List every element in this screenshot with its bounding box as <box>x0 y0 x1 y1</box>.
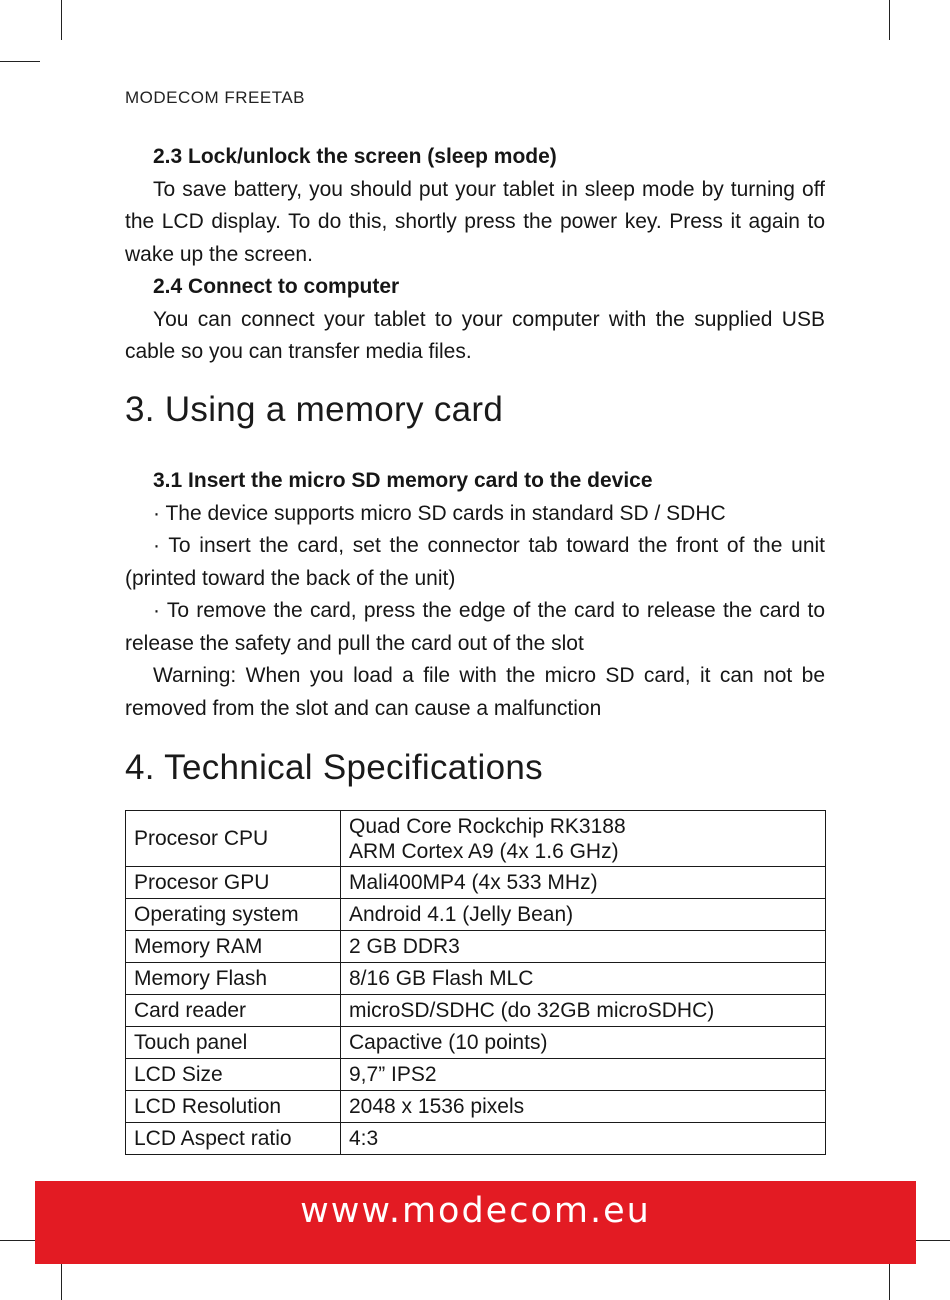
section-2-4-heading: 2.4 Connect to computer <box>153 275 400 298</box>
footer-banner <box>35 1181 916 1264</box>
table-row <box>126 899 826 931</box>
page-header: MODECOM FREETAB <box>125 88 306 107</box>
table-row <box>126 867 826 899</box>
section-3-title: 3. Using a memory card <box>125 390 504 429</box>
footer-url: www.modecom.eu <box>300 1191 651 1231</box>
crop-mark-bottom-right-h <box>910 1240 950 1241</box>
table-row <box>126 963 826 995</box>
spec-value-line: Quad Core Rockchip RK3188 <box>349 814 626 838</box>
crop-mark-top-right-v <box>889 0 890 40</box>
spec-value: 4:3 <box>341 1123 826 1155</box>
section-3-1-heading: 3.1 Insert the micro SD memory card to the device <box>153 469 653 492</box>
section-2-3-body: To save battery, you should put your tablet in sleep mode by turning off the LCD display. To do this, shortly press the power key. Press it again to wake up the screen. <box>125 177 825 266</box>
section-2-3 <box>125 141 825 369</box>
spec-value: 8/16 GB Flash MLC <box>341 963 826 995</box>
spec-value: Capactive (10 points) <box>341 1027 826 1059</box>
spec-value: Mali400MP4 (4x 533 MHz) <box>341 867 826 899</box>
spec-value-line: ARM Cortex A9 (4x 1.6 GHz) <box>349 839 619 863</box>
crop-mark-bottom-left-v <box>61 1258 62 1300</box>
spec-key: LCD Size <box>126 1059 341 1091</box>
section-4-title: 4. Technical Specifications <box>125 748 543 787</box>
section-2-4-body: You can connect your tablet to your computer with the supplied USB cable so you can transfer media files. <box>125 307 825 363</box>
table-row <box>126 811 826 867</box>
spec-key: Operating system <box>126 899 341 931</box>
spec-key: Card reader <box>126 995 341 1027</box>
crop-mark-top-left-h <box>0 61 40 62</box>
table-row <box>126 1123 826 1155</box>
spec-key: Procesor CPU <box>126 811 341 867</box>
table-row <box>126 1027 826 1059</box>
bullet-item: · To insert the card, set the connector tab toward the front of the unit (printed toward the back of the unit) <box>125 534 825 590</box>
spec-value: 2 GB DDR3 <box>341 931 826 963</box>
spec-key: LCD Resolution <box>126 1091 341 1123</box>
table-row <box>126 1091 826 1123</box>
spec-table <box>125 810 826 1155</box>
spec-value: 2048 x 1536 pixels <box>341 1091 826 1123</box>
spec-value: 9,7” IPS2 <box>341 1059 826 1091</box>
bullet-item: · The device supports micro SD cards in standard SD / SDHC <box>153 501 726 525</box>
spec-value: Android 4.1 (Jelly Bean) <box>341 899 826 931</box>
crop-mark-bottom-left-h <box>0 1240 40 1241</box>
table-row <box>126 931 826 963</box>
warning-text: Warning: When you load a file with the micro SD card, it can not be removed from the slot and can cause a malfunction <box>125 664 825 720</box>
crop-mark-top-left-v <box>61 0 62 40</box>
spec-key: Procesor GPU <box>126 867 341 899</box>
table-row <box>126 995 826 1027</box>
bullet-item: · To remove the card, press the edge of the card to release the card to release the safety and pull the card out of the slot <box>125 599 825 655</box>
spec-key: Touch panel <box>126 1027 341 1059</box>
spec-key: Memory Flash <box>126 963 341 995</box>
section-3 <box>125 465 825 725</box>
spec-key: Memory RAM <box>126 931 341 963</box>
spec-key: LCD Aspect ratio <box>126 1123 341 1155</box>
spec-value <box>341 811 826 867</box>
section-2-3-heading: 2.3 Lock/unlock the screen (sleep mode) <box>153 145 557 168</box>
crop-mark-bottom-right-v <box>889 1258 890 1300</box>
spec-value: microSD/SDHC (do 32GB microSDHC) <box>341 995 826 1027</box>
table-row <box>126 1059 826 1091</box>
